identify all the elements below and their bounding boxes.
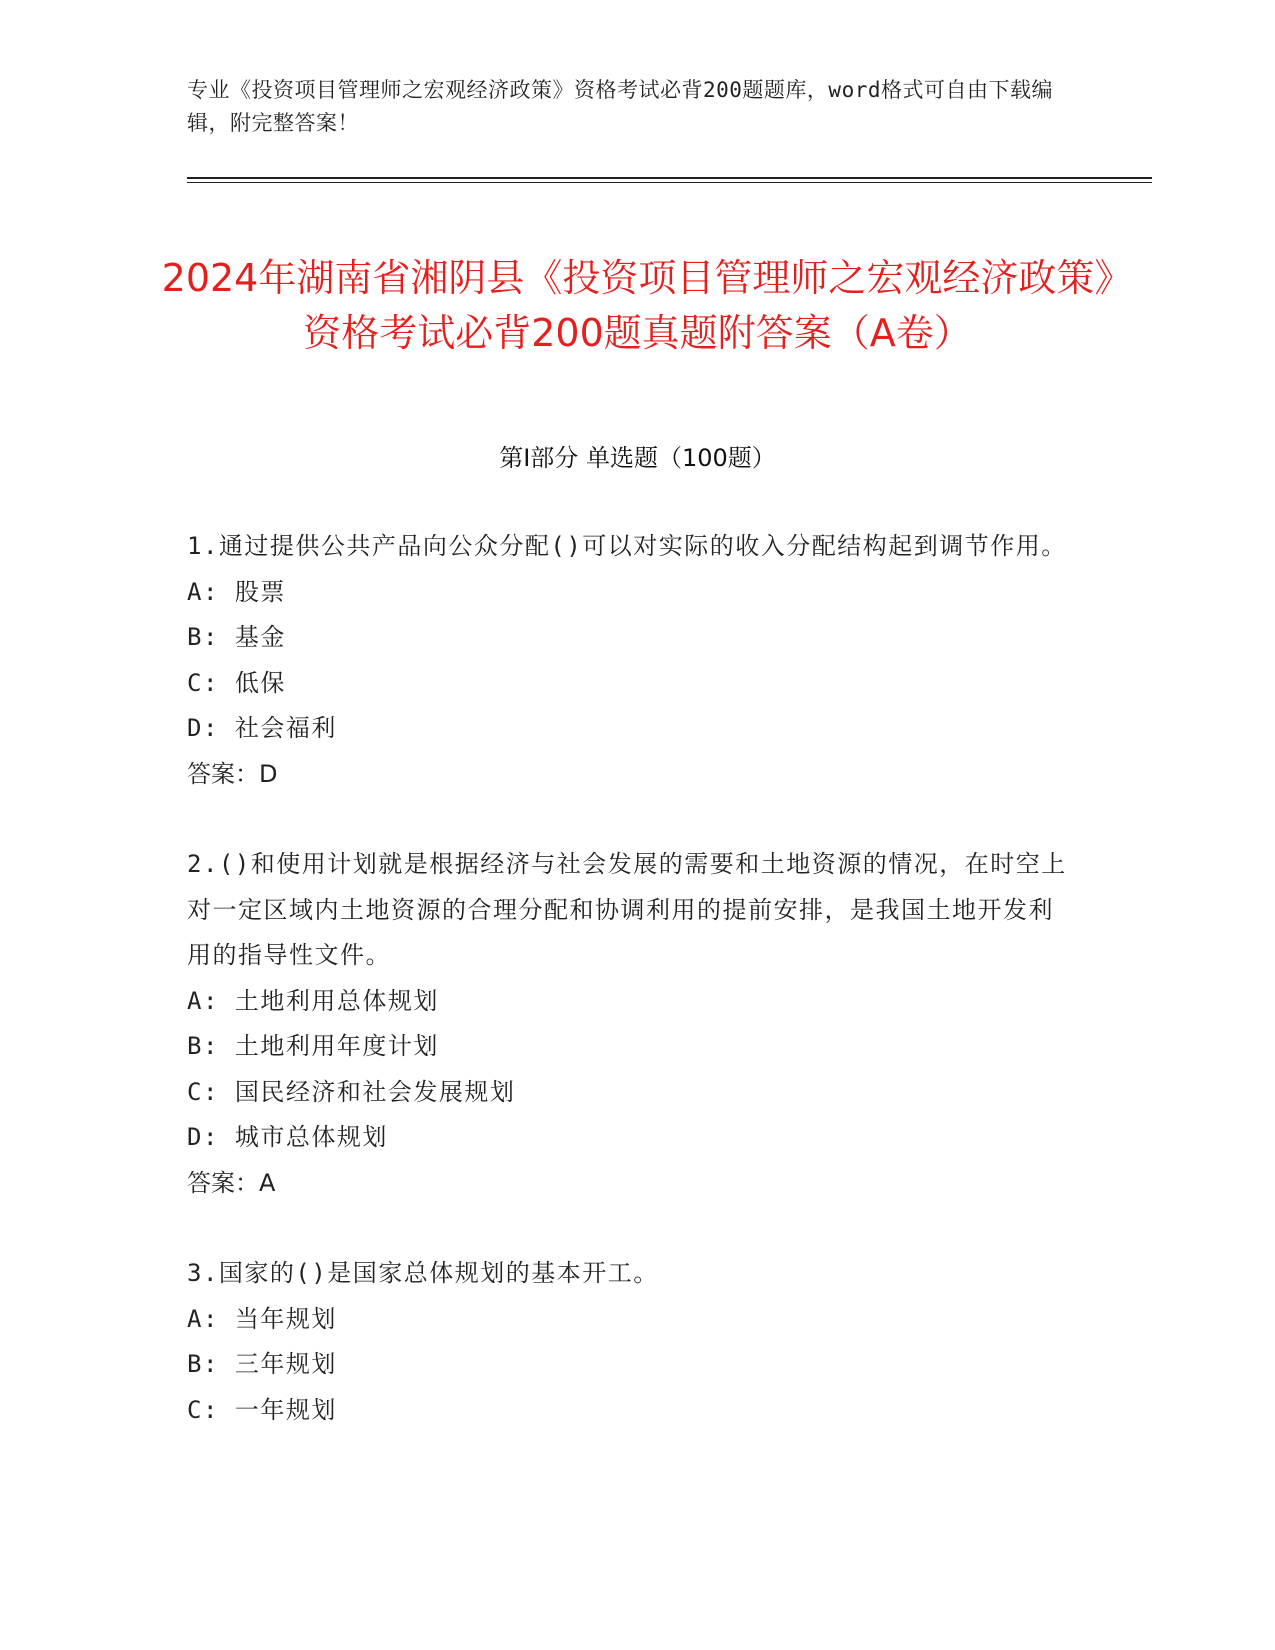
section-heading: 第Ⅰ部分 单选题（100题）: [499, 444, 776, 472]
question-stem: 2.()和使用计划就是根据经济与社会发展的需要和土地资源的情况，在时空上对一定区域内土地资源的合理分配和协调利用的提前安排，是我国土地开发利用的指导性文件。: [187, 850, 1067, 969]
option-b: B: 土地利用年度计划: [187, 1032, 439, 1060]
question-list: [187, 524, 1067, 1478]
answer: 答案：A: [187, 1168, 276, 1197]
question-stem: 1.通过提供公共产品向公众分配()可以对实际的收入分配结构起到调节作用。: [187, 532, 1067, 560]
question-1: [187, 524, 1067, 797]
answer: 答案：D: [187, 759, 278, 788]
header-rule-thick: [187, 177, 1152, 179]
option-b: B: 三年规划: [187, 1350, 337, 1378]
option-a: A: 土地利用总体规划: [187, 986, 439, 1015]
header-rule-thin: [187, 182, 1152, 183]
document-title: 2024年湖南省湘阴县《投资项目管理师之宏观经济政策》资格考试必背200题真题附答案（A卷）: [161, 256, 1114, 356]
option-a: A: 当年规划: [187, 1304, 337, 1333]
option-b: B: 基金: [187, 623, 286, 651]
option-d: D: 城市总体规划: [187, 1123, 388, 1151]
option-c: C: 一年规划: [187, 1395, 337, 1424]
option-c: C: 低保: [187, 668, 286, 697]
option-c: C: 国民经济和社会发展规划: [187, 1077, 516, 1106]
option-d: D: 社会福利: [187, 714, 337, 742]
header-note: 专业《投资项目管理师之宏观经济政策》资格考试必背200题题库，word格式可自由下载编辑，附完整答案！: [187, 78, 1053, 135]
question-3: [187, 1251, 1067, 1433]
question-stem: 3.国家的()是国家总体规划的基本开工。: [187, 1259, 659, 1287]
question-2: [187, 842, 1067, 1206]
option-a: A: 股票: [187, 577, 286, 606]
